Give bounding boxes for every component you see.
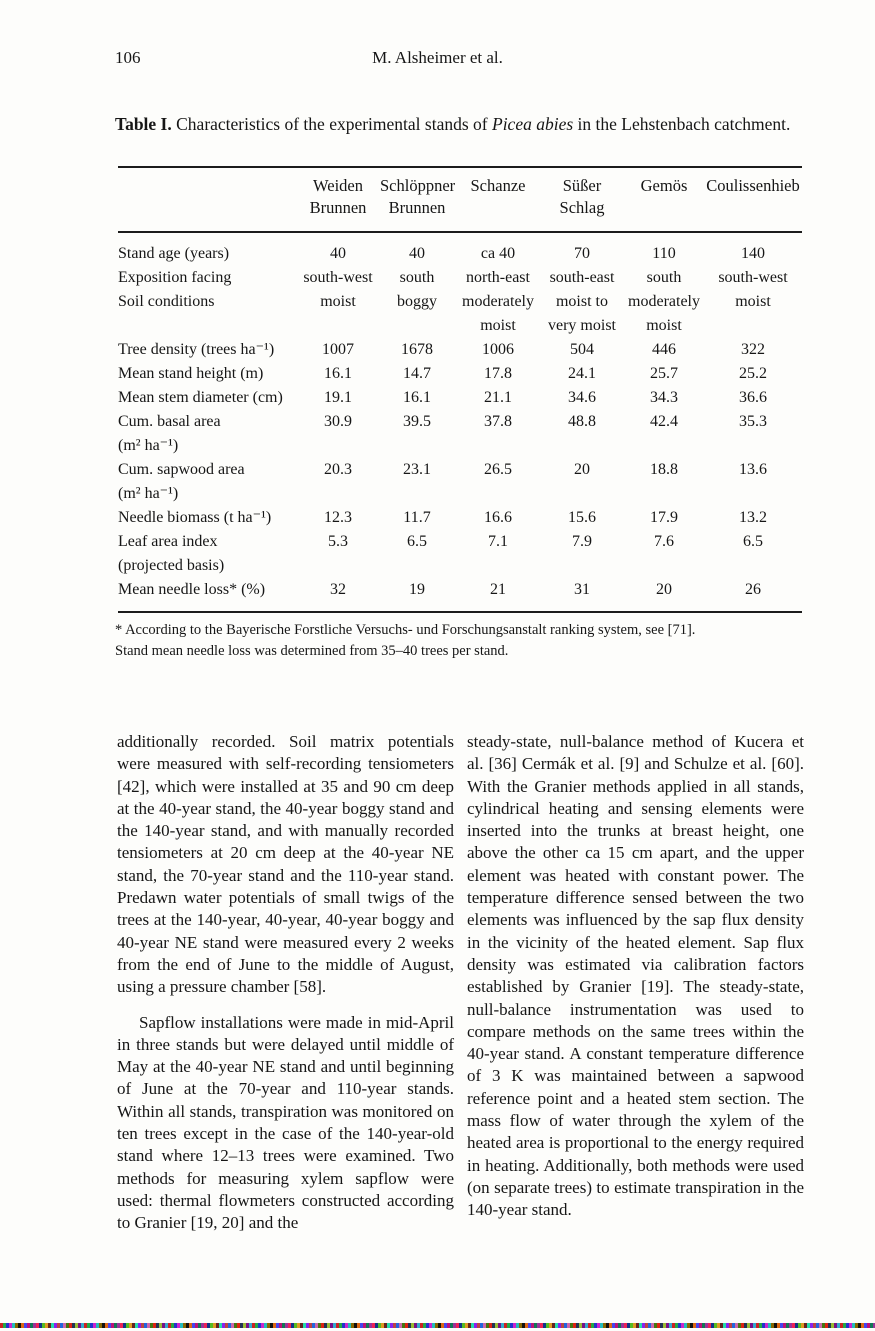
table-cell: 39.5 — [403, 413, 431, 430]
column-header-6: Coulissenhieb — [706, 176, 800, 195]
column-header-5: Gemös — [640, 176, 688, 195]
table-caption-text: Characteristics of the experimental stands of — [171, 114, 492, 134]
table-cell: 12.3 — [324, 509, 352, 526]
table-cell: 110 — [652, 245, 676, 262]
empty-header-cell — [118, 167, 298, 232]
table-cell: 30.9 — [324, 413, 352, 430]
table-cell: 32 — [330, 581, 346, 598]
paragraph-methods-3: steady-state, null-balance method of Kucera et al. [36] Cermák et al. [9] and Schulze et al. [60]. With the Granier methods applied in all stands, cylindrical heating and sensing elements were inserted into the trunks at breast height, one above the other ca 15 cm apart, and the upper element was heated with constant power. The temperature difference sensed between the two elements was influenced by the sap flux density in the vicinity of the heated element. Sap flux density was estimated via calibration factors established by Granier [19]. The steady-state, null-balance instrumentation was used to compare methods on the same trees within the 40-year stand. A constant temperature difference of 3 K was maintained between a sapwood reference point and a heated stem section. The mass flow of water through the xylem of the heated area is proportional to the energy required in heating. Additionally, both methods were used (on separate trees) to estimate transpiration in the 140-year stand. — [467, 732, 804, 1220]
table-cell: 17.8 — [484, 365, 512, 382]
table-cell: 1007 — [322, 341, 354, 358]
table-cell: 19 — [409, 581, 425, 598]
table-cell: 14.7 — [403, 365, 431, 382]
table-cell: 15.6 — [568, 509, 596, 526]
table-cell: 16.1 — [403, 389, 431, 406]
page-header — [0, 48, 875, 68]
paragraph-methods-1: additionally recorded. Soil matrix potentials were measured with self-recording tensiometers [42], which were installed at 35 and 90 cm deep at the 40-year stand, the 40-year boggy stand and the 140-year stand, and with manually recorded tensiometers at 20 cm deep at the 40-year NE stand, the 70-year stand and the 110-year stand. Predawn water potentials of small twigs of the trees at the 140-year, 40-year, 40-year boggy and 40-year NE stand were measured every 2 weeks from the end of June to the middle of August, using a pressure chamber [58]. — [117, 732, 454, 997]
row-label: Mean needle loss* (%) — [118, 581, 266, 598]
table-cell: 48.8 — [568, 413, 596, 430]
column-header-1: Weiden Brunnen — [309, 176, 367, 217]
table-cell: 322 — [741, 341, 765, 358]
table-cell: 13.6 — [739, 461, 767, 478]
scan-artifact-bar — [0, 1323, 875, 1328]
table-row-11 — [118, 578, 802, 612]
table-cell: 25.7 — [650, 365, 678, 382]
table-cell: 7.6 — [654, 533, 674, 550]
row-sublabel: (m² ha⁻¹) — [118, 437, 179, 454]
row-label: Cum. basal area (m² ha⁻¹) — [118, 410, 298, 458]
row-label: Mean stand height (m) — [118, 365, 264, 382]
table-cell: 11.7 — [403, 509, 431, 526]
table-cell: 34.3 — [650, 389, 678, 406]
table-cell: 13.2 — [739, 509, 767, 526]
right-column — [467, 731, 804, 1235]
table-row-1 — [118, 232, 802, 266]
row-sublabel: (m² ha⁻¹) — [118, 485, 179, 502]
table-row-2 — [118, 266, 802, 290]
table-row-7 — [118, 410, 802, 458]
table-cell: 37.8 — [484, 413, 512, 430]
table-row-4 — [118, 338, 802, 362]
table-cell: 20 — [656, 581, 672, 598]
table-caption-label: Table I. — [115, 114, 172, 134]
column-header-3: Schanze — [470, 176, 526, 195]
table-row-6 — [118, 386, 802, 410]
paragraph-methods-2: Sapflow installations were made in mid-April in three stands but were delayed until middle of May at the 40-year NE stand and until beginning of June at the 70-year and 110-year stands. Within all stands, transpiration was monitored on ten trees except in the case of the 140-year-old stand where 12–13 trees were examined. Two methods for measuring xylem sapflow were used: thermal flowmeters constructed according to Granier [19, 20] and the — [117, 1012, 454, 1233]
body-text — [117, 731, 805, 1235]
table-cell: 34.6 — [568, 389, 596, 406]
column-header-2: Schlöppner Brunnen — [380, 176, 456, 217]
table-cell: moderately moist — [462, 293, 534, 334]
table-cell: 20.3 — [324, 461, 352, 478]
table-cell: 25.2 — [739, 365, 767, 382]
table-cell: 21 — [490, 581, 506, 598]
table-cell: 1006 — [482, 341, 514, 358]
table-cell: 6.5 — [743, 533, 763, 550]
table-cell: 31 — [574, 581, 590, 598]
table-cell: 6.5 — [407, 533, 427, 550]
footnote-line-2: Stand mean needle loss was determined from 35–40 trees per stand. — [115, 643, 509, 659]
page-number: 106 — [115, 48, 141, 67]
table-cell: 18.8 — [650, 461, 678, 478]
table-cell: 7.9 — [572, 533, 592, 550]
table-cell: 23.1 — [403, 461, 431, 478]
table-cell: boggy — [397, 293, 437, 310]
table-cell: 17.9 — [650, 509, 678, 526]
row-label: Exposition facing — [118, 269, 232, 286]
table-cell: moist to very moist — [548, 293, 616, 334]
table-cell: south-east — [549, 269, 615, 286]
table-row-8 — [118, 458, 802, 506]
table-cell: south — [399, 269, 435, 286]
table-cell: 21.1 — [484, 389, 512, 406]
table-cell: 70 — [574, 245, 590, 262]
table-cell: 24.1 — [568, 365, 596, 382]
species-name: Picea abies — [492, 114, 574, 134]
row-label: Soil conditions — [118, 293, 215, 310]
stands-characteristics-table — [118, 166, 802, 613]
table-cell: north-east — [466, 269, 530, 286]
table-cell: 26.5 — [484, 461, 512, 478]
table-cell: 504 — [570, 341, 594, 358]
table-cell: south — [646, 269, 682, 286]
row-label: Mean stem diameter (cm) — [118, 389, 283, 406]
table-cell: 140 — [741, 245, 765, 262]
table-cell: 16.6 — [484, 509, 512, 526]
table-row-10 — [118, 530, 802, 578]
table-cell: 19.1 — [324, 389, 352, 406]
row-label: Needle biomass (t ha⁻¹) — [118, 509, 272, 526]
table-cell: 1678 — [401, 341, 433, 358]
row-label: Tree density (trees ha⁻¹) — [118, 341, 275, 358]
table-cell: moderately moist — [628, 293, 700, 334]
footnote-line-1: * According to the Bayerische Forstliche Versuchs- und Forschungsanstalt ranking system, see [71]. — [115, 622, 696, 638]
table-row-3 — [118, 290, 802, 338]
table-header-row — [118, 167, 802, 232]
table-footnote — [115, 620, 807, 662]
table-caption — [115, 112, 807, 136]
table-cell: 16.1 — [324, 365, 352, 382]
column-header-4: Süßer Schlag — [559, 176, 605, 217]
table-row-5 — [118, 362, 802, 386]
table-cell: 36.6 — [739, 389, 767, 406]
row-label: Stand age (years) — [118, 245, 230, 262]
table-cell: 42.4 — [650, 413, 678, 430]
left-column — [117, 731, 454, 1235]
table-cell: 40 — [409, 245, 425, 262]
table-cell: 7.1 — [488, 533, 508, 550]
table-cell: 20 — [574, 461, 590, 478]
row-sublabel: (projected basis) — [118, 557, 225, 574]
table-row-9 — [118, 506, 802, 530]
table-caption-text-after: in the Lehstenbach catchment. — [573, 114, 791, 134]
running-title: M. Alsheimer et al. — [372, 48, 503, 67]
table-cell: moist — [320, 293, 356, 310]
table-cell: 5.3 — [328, 533, 348, 550]
table-body — [118, 232, 802, 612]
table-cell: south-west — [303, 269, 373, 286]
table-cell: 35.3 — [739, 413, 767, 430]
table-cell: moist — [735, 293, 771, 310]
table-cell: 26 — [745, 581, 761, 598]
table-cell: ca 40 — [480, 245, 516, 262]
row-label: Leaf area index (projected basis) — [118, 530, 298, 578]
table-cell: 40 — [330, 245, 346, 262]
table-cell: south-west — [718, 269, 788, 286]
table-cell: 446 — [652, 341, 676, 358]
row-label: Cum. sapwood area (m² ha⁻¹) — [118, 458, 298, 506]
